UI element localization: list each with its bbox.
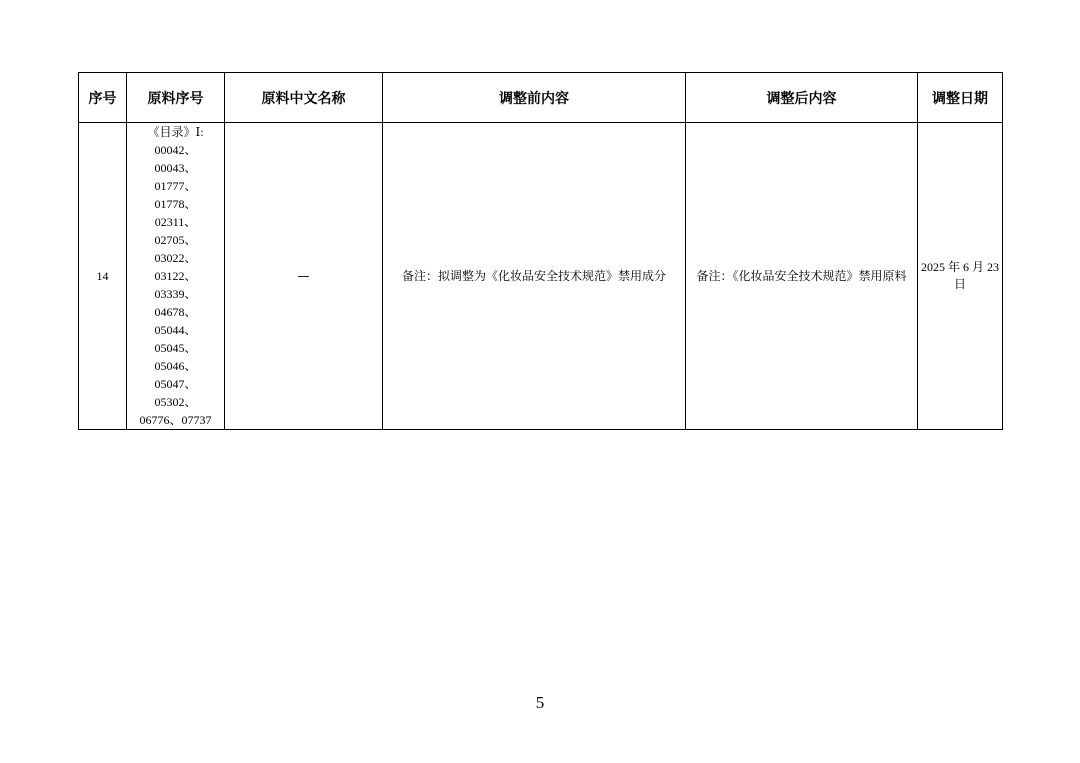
material-code: 05302、 bbox=[154, 395, 197, 409]
material-code: 01777、 bbox=[154, 179, 197, 193]
material-code: 05044、 bbox=[154, 323, 197, 337]
row-index: 14 bbox=[79, 123, 127, 430]
material-code: 01778、 bbox=[154, 197, 197, 211]
material-code: 05045、 bbox=[154, 341, 197, 355]
row-content-after: 备注：《化妆品安全技术规范》禁用原料 bbox=[686, 123, 918, 430]
header-material-chinese-name: 原料中文名称 bbox=[225, 73, 383, 123]
material-code: 03339、 bbox=[154, 287, 197, 301]
header-index: 序号 bbox=[79, 73, 127, 123]
material-code: 03122、 bbox=[154, 269, 197, 283]
material-code: 04678、 bbox=[154, 305, 197, 319]
header-content-after: 调整后内容 bbox=[686, 73, 918, 123]
material-code: 05047、 bbox=[154, 377, 197, 391]
header-material-number: 原料序号 bbox=[127, 73, 225, 123]
page-number: 5 bbox=[535, 693, 545, 712]
row-chinese-name: — bbox=[225, 123, 383, 430]
material-code: 00042、 bbox=[154, 143, 197, 157]
material-code: 02705、 bbox=[154, 233, 197, 247]
row-content-before: 备注：拟调整为《化妆品安全技术规范》禁用成分 bbox=[383, 123, 686, 430]
row-material-codes bbox=[127, 123, 225, 430]
material-code: 00043、 bbox=[154, 161, 197, 175]
material-codes-title: 《目录》Ⅰ: bbox=[147, 125, 204, 139]
material-code: 03022、 bbox=[154, 251, 197, 265]
header-content-before: 调整前内容 bbox=[383, 73, 686, 123]
material-code: 06776、07737 bbox=[139, 413, 212, 427]
adjustment-table bbox=[78, 72, 1003, 430]
table-header-row bbox=[79, 73, 1003, 123]
material-code: 05046、 bbox=[154, 359, 197, 373]
material-code: 02311、 bbox=[154, 215, 197, 229]
row-adjust-date: 2025 年 6 月 23 日 bbox=[918, 123, 1003, 430]
header-adjust-date: 调整日期 bbox=[918, 73, 1003, 123]
table-row bbox=[79, 123, 1003, 430]
